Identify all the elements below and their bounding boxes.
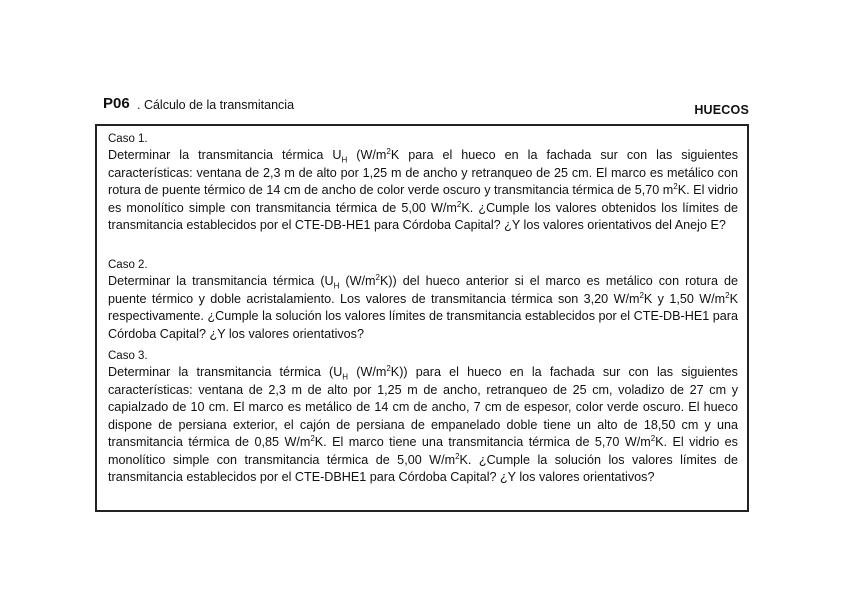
superscript: 2 — [725, 290, 730, 300]
text-run: K para el hueco en la fachada sur con las siguientes características: ventana de 2,3 m de alto por 1,25 m de ancho y retranqueo de 25 cm. El marco es metálico con rotura de puente térmico de 14 cm de ancho de color verde oscuro y transmitancia térmica de 5,70 m — [108, 148, 739, 197]
subscript: H — [342, 372, 349, 382]
text-run: K. El vidrio es monolítico simple con transmitancia térmica de 5,00 W/m — [108, 435, 738, 467]
section-label: HUECOS — [694, 103, 749, 117]
text-run: Determinar la transmitancia térmica (U — [108, 365, 343, 379]
problem-title: . Cálculo de la transmitancia — [137, 98, 295, 112]
text-run: K. ¿Cumple los valores obtenidos los límites de transmitancia establecidos por el CTE-DB-HE1 para Córdoba Capital? ¿Y los valores orientativos del Anejo E? — [108, 200, 738, 232]
text-run: K y 1,50 W/m — [643, 291, 726, 306]
text-run: Determinar la transmitancia térmica U — [108, 148, 342, 162]
text-run: (W/m — [339, 274, 376, 288]
subscript: H — [333, 281, 340, 291]
subscript: H — [341, 155, 348, 165]
superscript: 2 — [375, 272, 380, 282]
superscript: 2 — [456, 199, 462, 209]
text-run: (W/m — [347, 148, 387, 162]
case-text — [108, 364, 738, 487]
case-text — [108, 273, 738, 343]
text-run: K. ¿Cumple la solución los valores límites de transmitancia establecidos por el CTE-DBHE1 para Córdoba Capital? ¿Y los valores orientativos? — [108, 452, 738, 484]
text-run: K)) para el hueco en la fachada sur con las siguientes características: ventana de 2,3 m de alto por 1,25 m de ancho, retranqueo de 25 cm, voladizo de 27 cm y capialzado de 10 cm. El marco es metálico de 14 cm de ancho, 7 cm de espesor, color verde oscuro. El hueco dispone de persiana exterior, el cajón de persiana de empanelado doble tiene un alto de 18,50 cm y una transmitancia térmica de 0,85 W/m — [108, 365, 738, 449]
text-run: K)) del hueco anterior si el marco es metálico con rotura de puente térmico y doble acristalamiento. Los valores de transmitancia térmica son 3,20 W/m — [108, 274, 739, 306]
problem-code: P06 — [103, 95, 130, 112]
case-label: Caso 2. — [108, 259, 148, 271]
text-run: K respectivamente. ¿Cumple la solución los valores límites de transmitancia establecidos por el CTE-DB-HE1 para Córdoba Capital? ¿Y los valores orientativos? — [108, 291, 738, 341]
case-3 — [108, 349, 738, 487]
case-2 — [108, 258, 738, 343]
text-run: K. El marco tiene una transmitancia térmica de 5,70 W/m — [314, 435, 651, 449]
text-run: Determinar la transmitancia térmica (U — [108, 274, 334, 288]
case-label: Caso 1. — [108, 133, 148, 145]
superscript: 2 — [386, 146, 391, 156]
case-label: Caso 3. — [108, 350, 148, 362]
superscript: 2 — [455, 451, 460, 461]
text-run: (W/m — [348, 365, 387, 379]
page-header — [100, 92, 752, 122]
superscript: 2 — [386, 363, 391, 373]
text-run: K. El vidrio es monolítico simple con transmitancia térmica de 5,00 W/m — [108, 183, 738, 215]
problem-box — [95, 124, 749, 512]
superscript: 2 — [310, 433, 315, 443]
case-1 — [108, 132, 738, 235]
superscript: 2 — [639, 290, 644, 300]
superscript: 2 — [673, 181, 678, 191]
superscript: 2 — [650, 433, 656, 443]
case-text — [108, 147, 738, 235]
